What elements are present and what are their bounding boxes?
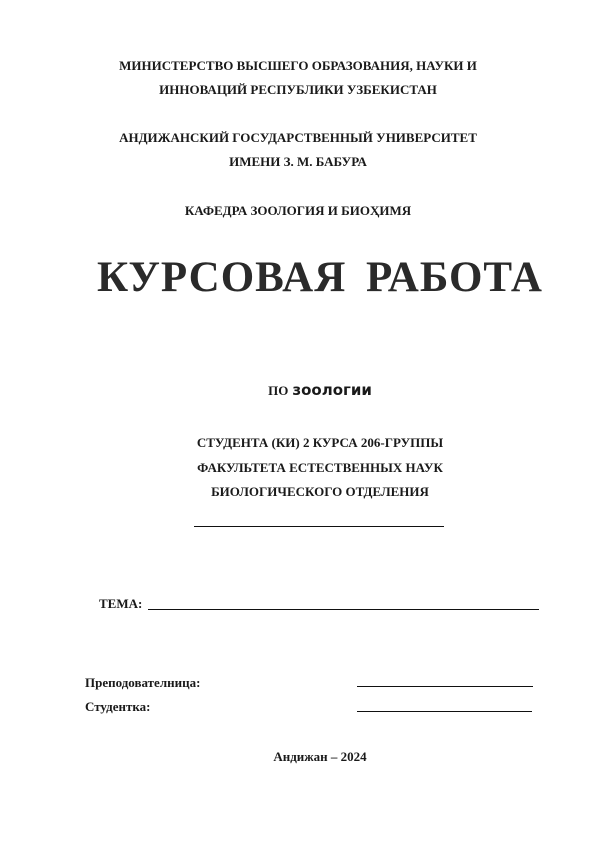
student-info-line-2: ФАКУЛЬТЕТА ЕСТЕСТВЕННЫХ НАУК xyxy=(197,460,443,475)
teacher-label: Преподователница: xyxy=(85,675,201,690)
department-name: КАФЕДРА ЗООЛОГИЯ И БИОҲИМЯ xyxy=(184,203,412,218)
ministry-line-2: ИННОВАЦИЙ РЕСПУБЛИКИ УЗБЕКИСТАН xyxy=(159,82,437,97)
subject-name: зоологии xyxy=(292,381,372,399)
topic-label: ТЕМА: xyxy=(99,596,143,611)
university-line-2: ИМЕНИ З. М. БАБУРА xyxy=(229,154,367,169)
teacher-signature-line xyxy=(357,686,533,687)
place-year: Андижан – 2024 xyxy=(273,749,367,764)
subject-line xyxy=(22,381,596,400)
student-info-line-3: БИОЛОГИЧЕСКОГО ОТДЕЛЕНИЯ xyxy=(211,484,429,499)
topic-blank-line xyxy=(148,609,539,610)
ministry-line-1: МИНИСТЕРСТВО ВЫСШЕГО ОБРАЗОВАНИЯ, НАУКИ И xyxy=(119,58,477,73)
student-signature-line xyxy=(357,711,532,712)
document-title: КУРСОВАЯ РАБОТА xyxy=(97,254,543,301)
student-label: Студентка: xyxy=(85,699,151,714)
name-blank-line xyxy=(194,526,444,527)
subject-prefix: ПО xyxy=(268,383,289,398)
university-line-1: АНДИЖАНСКИЙ ГОСУДАРСТВЕННЫЙ УНИВЕРСИТЕТ xyxy=(119,130,477,145)
student-info-line-1: СТУДЕНТА (КИ) 2 КУРСА 206-ГРУППЫ xyxy=(196,435,444,450)
